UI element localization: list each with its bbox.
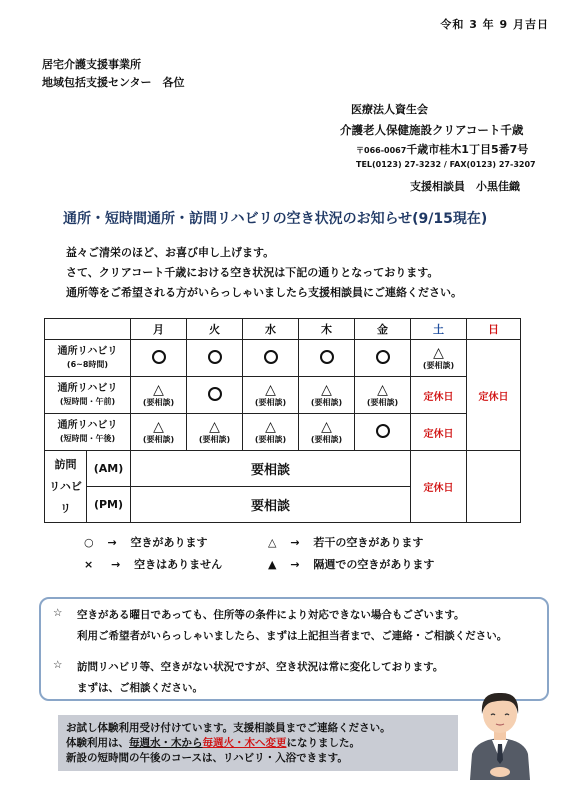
row-label: リハビリ xyxy=(49,479,82,515)
legend-circle xyxy=(84,534,208,550)
intro-line-2: さて、クリアコート千歳における空き状況は下記の通りとなっております。 xyxy=(66,266,439,279)
trial-line-1: お試し体験利用受け付けています。支援相談員までご連絡ください。 xyxy=(66,722,391,734)
row-label-pm xyxy=(45,414,131,451)
row-label: 通所リハビリ xyxy=(57,346,118,357)
cell-available xyxy=(187,377,243,414)
circle-icon xyxy=(264,350,278,364)
cell-available xyxy=(131,340,187,377)
circle-icon xyxy=(208,350,222,364)
trial-old-days: 毎週水・木から xyxy=(129,737,203,749)
day-thu: 木 xyxy=(299,319,355,340)
staff-illustration xyxy=(462,688,538,780)
day-sun: 日 xyxy=(467,319,521,340)
cell-limited xyxy=(299,377,355,414)
cell-closed-sun: 定休日 xyxy=(467,340,521,451)
cell-limited xyxy=(243,414,299,451)
note-1-line-2: 利用ご希望者がいらっしゃいましたら、まずは上記担当者まで、ご連絡・ご相談ください。 xyxy=(77,630,508,642)
cell-empty xyxy=(467,451,521,523)
header-corner xyxy=(45,319,131,340)
triangle-icon: △ xyxy=(433,344,444,361)
circle-icon xyxy=(208,387,222,401)
triangle-icon: △ xyxy=(321,381,332,398)
cell-limited xyxy=(355,377,411,414)
cell-limited xyxy=(131,377,187,414)
note-2-line-2: まずは、ご相談ください。 xyxy=(77,682,203,694)
cell-available xyxy=(355,414,411,451)
legend-text: 若干の空きがあります xyxy=(313,536,424,549)
triangle-icon: △ xyxy=(377,381,388,398)
legend-symbol: △ xyxy=(268,536,277,549)
legend-text: 隔週での空きがあります xyxy=(313,558,435,571)
row-sublabel: (短時間・午前) xyxy=(59,397,116,406)
row-label: 通所リハビリ xyxy=(57,383,118,394)
cell-limited xyxy=(131,414,187,451)
issue-date: 令和 3 年 9 月吉日 xyxy=(440,18,549,31)
trial-line-2 xyxy=(66,736,450,751)
sender-address: 千歳市桂木1丁目5番7号 xyxy=(406,143,529,156)
sender-person: 支援相談員 小黒佳織 xyxy=(410,180,520,193)
consult-text: (要相談) xyxy=(422,360,455,370)
star-icon: ☆ xyxy=(53,607,63,619)
triangle-icon: △ xyxy=(321,418,332,435)
legend-symbol: ○ xyxy=(84,536,94,549)
triangle-icon: △ xyxy=(153,381,164,398)
recipient-1: 居宅介護支援事業所 xyxy=(42,58,141,71)
intro-line-3: 通所等をご希望される方がいらっしゃいましたら支援相談員にご連絡ください。 xyxy=(66,286,462,299)
cell-available xyxy=(243,340,299,377)
table-row xyxy=(45,451,521,487)
recipient-2: 地域包括支援センター 各位 xyxy=(42,76,185,89)
legend-symbol: ▲ xyxy=(268,558,277,571)
trial-line-3: 新設の短時間の午後のコースは、リハビリ・入浴できます。 xyxy=(66,752,348,764)
sender-corp: 医療法人資生会 xyxy=(351,103,428,116)
intro-line-1: 益々ご清栄のほど、お喜び申し上げます。 xyxy=(66,246,275,259)
cell-available xyxy=(299,340,355,377)
consult-text: (要相談) xyxy=(142,434,175,444)
cell-limited xyxy=(411,340,467,377)
triangle-icon: △ xyxy=(209,418,220,435)
legend-symbol: × xyxy=(84,558,94,571)
day-wed: 水 xyxy=(243,319,299,340)
cell-limited xyxy=(243,377,299,414)
triangle-icon: △ xyxy=(265,418,276,435)
day-tue: 火 xyxy=(187,319,243,340)
triangle-icon: △ xyxy=(153,418,164,435)
cell-available xyxy=(355,340,411,377)
cell-available xyxy=(187,340,243,377)
cell-consult-am: 要相談 xyxy=(131,451,411,487)
legend-text: 空きはありません xyxy=(134,558,223,571)
row-am-label: (AM) xyxy=(87,451,131,487)
availability-table xyxy=(44,318,521,523)
triangle-icon: △ xyxy=(265,381,276,398)
cell-consult-pm: 要相談 xyxy=(131,487,411,523)
day-fri: 金 xyxy=(355,319,411,340)
notes-box xyxy=(39,597,549,701)
consult-text: (要相談) xyxy=(198,434,231,444)
consult-text: (要相談) xyxy=(366,397,399,407)
sender-facility: 介護老人保健施設クリアコート千歳 xyxy=(340,123,524,137)
row-sublabel: (短時間・午後) xyxy=(59,434,116,443)
sender-address-line xyxy=(356,141,528,157)
trial-notice xyxy=(58,715,458,771)
trial-text: 体験利用は、 xyxy=(66,737,129,749)
consult-text: (要相談) xyxy=(310,434,343,444)
cell-limited xyxy=(299,414,355,451)
trial-text: になりました。 xyxy=(286,737,360,749)
circle-icon xyxy=(320,350,334,364)
arrow-icon: → xyxy=(107,536,117,549)
legend-filled-triangle xyxy=(268,556,434,572)
trial-new-days: 毎週火・木へ変更 xyxy=(202,737,287,749)
legend-triangle xyxy=(268,534,423,550)
legend-cross xyxy=(84,556,222,572)
arrow-icon: → xyxy=(290,558,300,571)
row-label-day xyxy=(45,340,131,377)
row-label-visit xyxy=(45,451,87,523)
table-header-row xyxy=(45,319,521,340)
consult-text: (要相談) xyxy=(254,434,287,444)
consult-text: (要相談) xyxy=(254,397,287,407)
table-row xyxy=(45,377,521,414)
table-row xyxy=(45,414,521,451)
row-label: 通所リハビリ xyxy=(57,420,118,431)
circle-icon xyxy=(376,350,390,364)
circle-icon xyxy=(152,350,166,364)
row-pm-label: (PM) xyxy=(87,487,131,523)
row-sublabel: (6~8時間) xyxy=(66,360,109,369)
note-2-line-1: 訪問リハビリ等、空きがない状況ですが、空き状況は常に変化しております。 xyxy=(77,661,444,673)
day-mon: 月 xyxy=(131,319,187,340)
circle-icon xyxy=(376,424,390,438)
cell-limited xyxy=(187,414,243,451)
note-1-line-1: 空きがある曜日であっても、住所等の条件により対応できない場合もございます。 xyxy=(77,609,465,621)
star-icon: ☆ xyxy=(53,659,63,671)
row-label: 訪問 xyxy=(54,457,77,471)
cell-closed: 定休日 xyxy=(411,451,467,523)
day-sat: 土 xyxy=(411,319,467,340)
consult-text: (要相談) xyxy=(142,397,175,407)
row-label-am xyxy=(45,377,131,414)
arrow-icon: → xyxy=(111,558,121,571)
consult-text: (要相談) xyxy=(310,397,343,407)
sender-tel-fax: TEL(0123) 27-3232 / FAX(0123) 27-3207 xyxy=(356,160,536,169)
table-row xyxy=(45,340,521,377)
page-title: 通所・短時間通所・訪問リハビリの空き状況のお知らせ(9/15現在) xyxy=(63,211,488,227)
arrow-icon: → xyxy=(290,536,300,549)
legend-text: 空きがあります xyxy=(130,536,208,549)
cell-closed: 定休日 xyxy=(411,377,467,414)
sender-zip: 〒066-0067 xyxy=(356,146,407,155)
cell-closed: 定休日 xyxy=(411,414,467,451)
